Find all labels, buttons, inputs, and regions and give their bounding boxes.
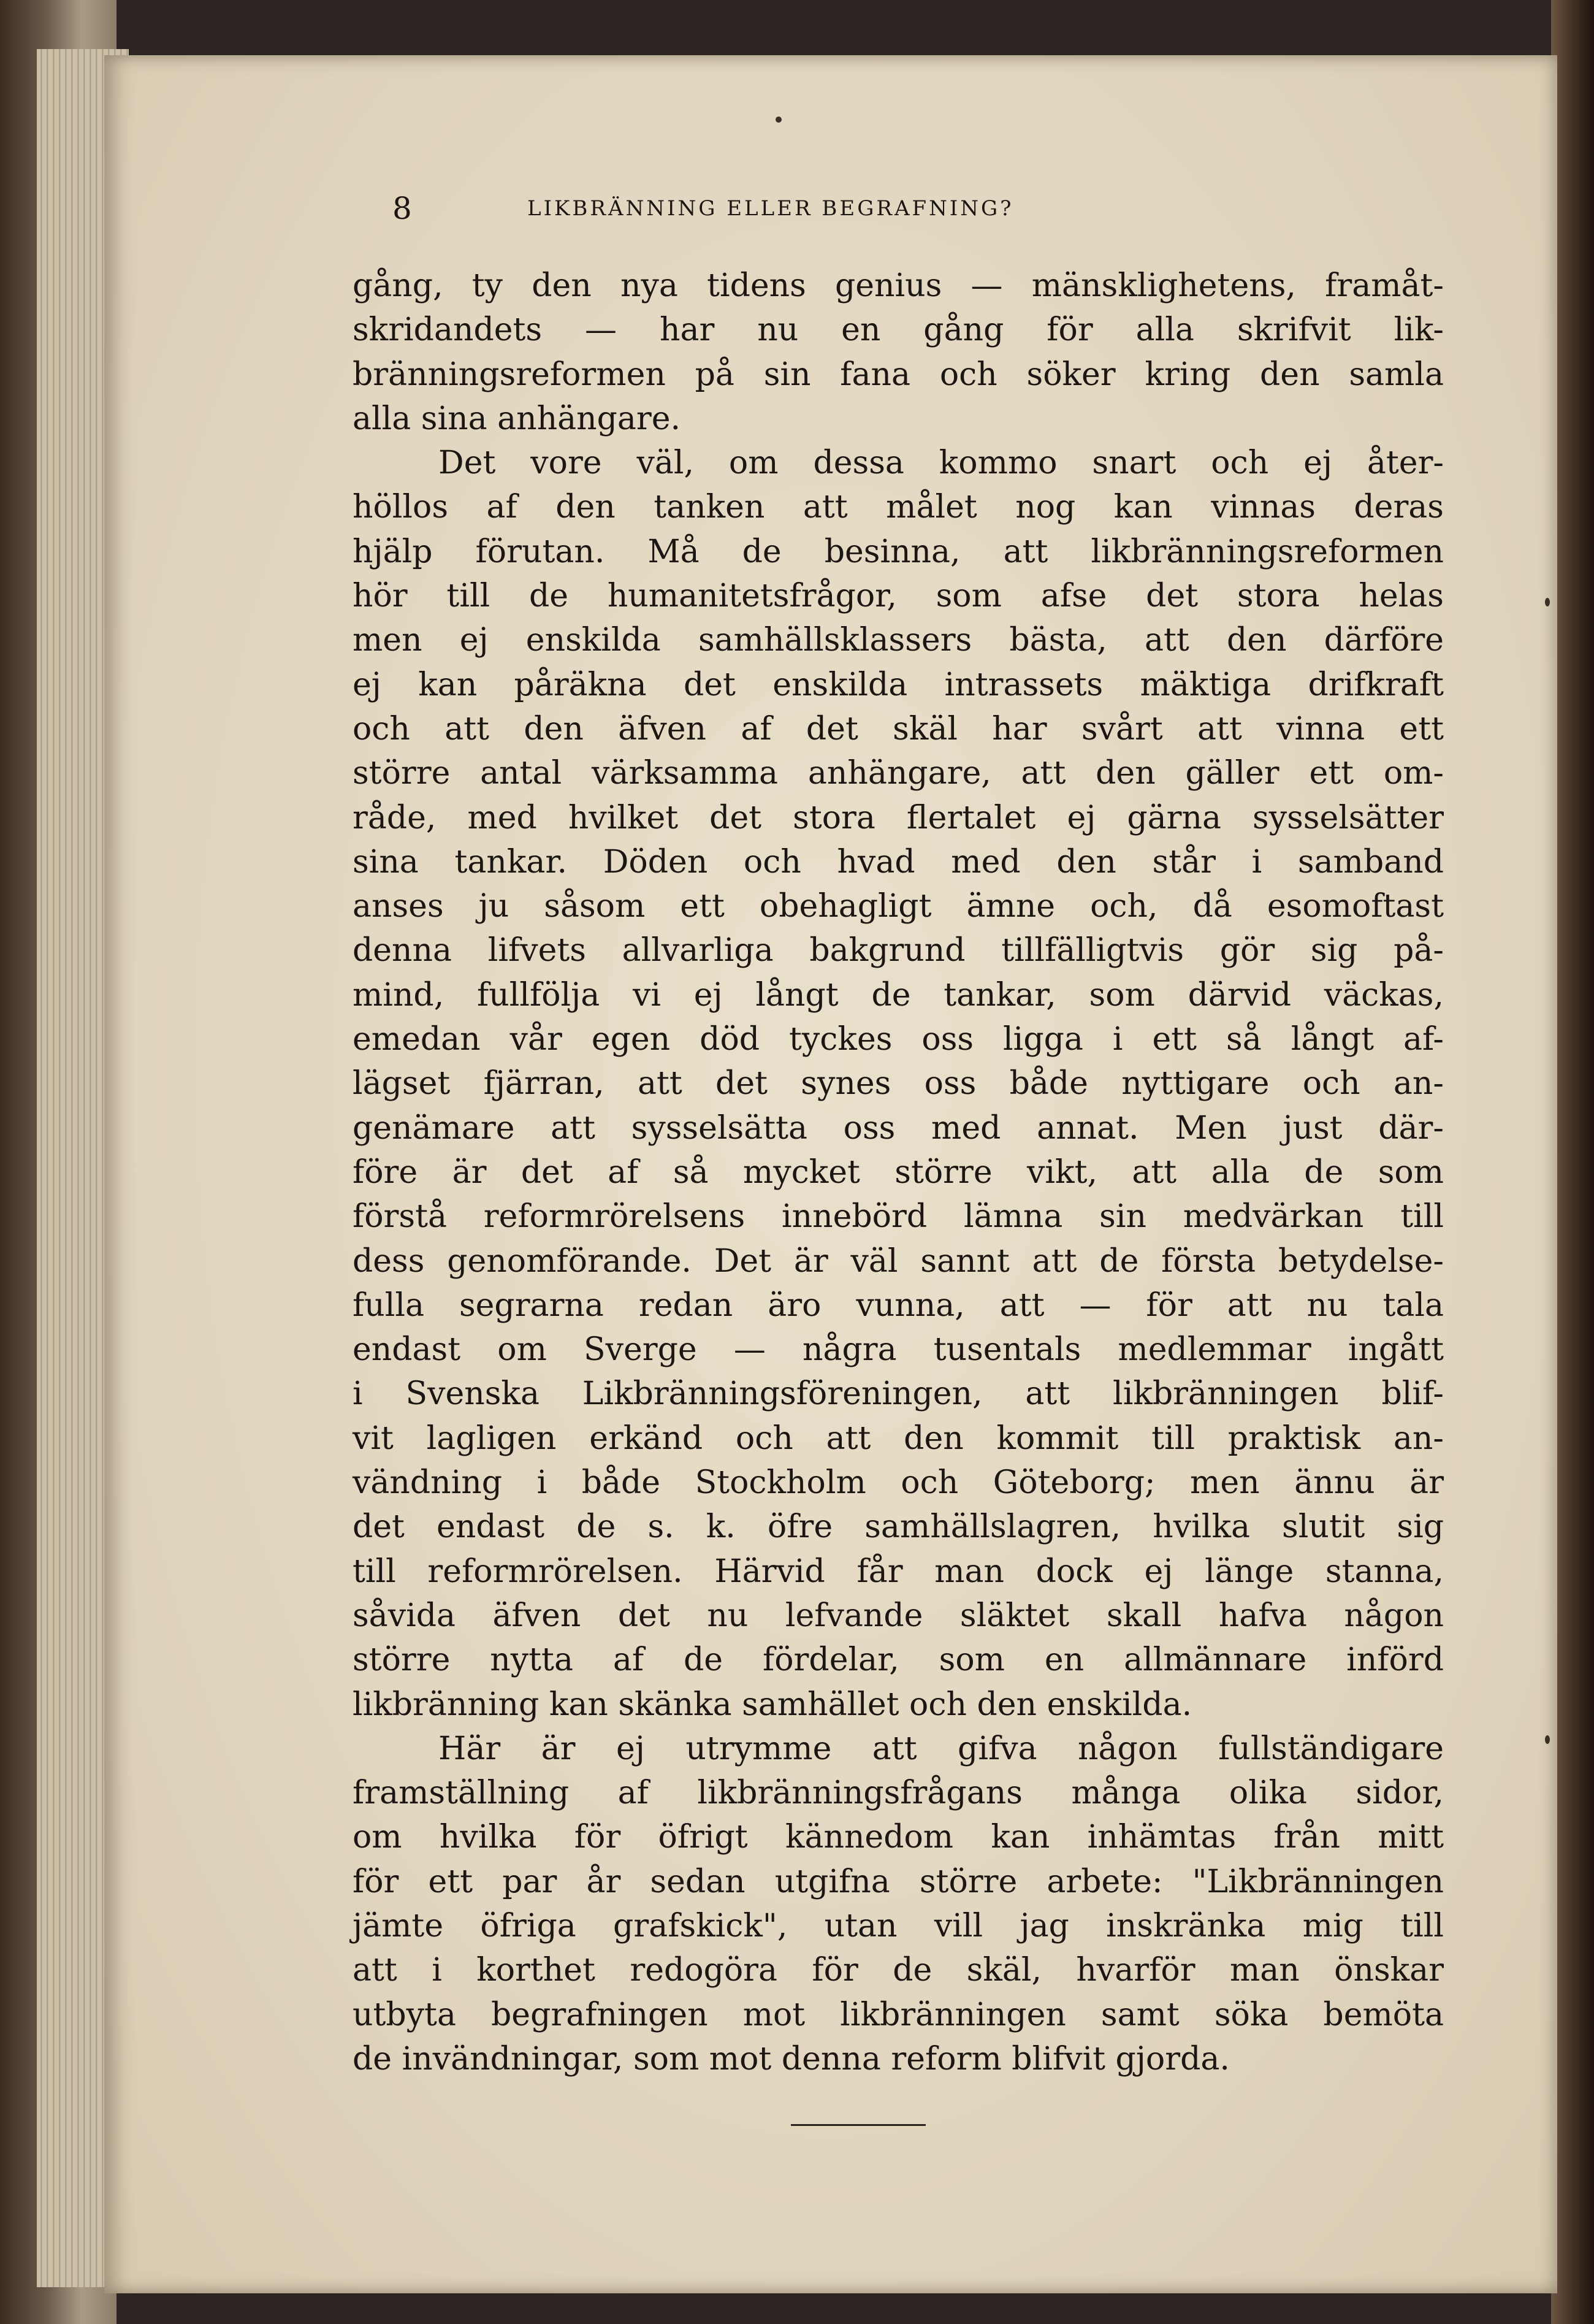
- text-line: om hvilka för öfrigt kännedom kan inhämtas från mitt: [353, 1819, 1444, 1856]
- text-line: dess genomförande. Det är väl sannt att de första betydelse-: [353, 1242, 1444, 1280]
- text-line: i Svenska Likbränningsföreningen, att likbränningen blif-: [353, 1375, 1444, 1413]
- text-line: det endast de s. k. öfre samhällslagren, hvilka slutit sig: [353, 1508, 1444, 1546]
- text-line: att i korthet redogöra för de skäl, hvarför man önskar: [353, 1952, 1444, 1989]
- text-line: Det vore väl, om dessa kommo snart och ej åter-: [438, 445, 1444, 482]
- text-line: råde, med hvilket det stora flertalet ej gärna sysselsätter: [353, 799, 1444, 836]
- text-line: jämte öfriga grafskick", utan vill jag inskränka mig till: [353, 1907, 1444, 1944]
- text-line: framställning af likbränningsfrågans många olika sidor,: [353, 1775, 1444, 1812]
- text-line: höllos af den tanken att målet nog kan vinnas deras: [353, 489, 1444, 526]
- text-line: Här är ej utrymme att gifva någon fullständigare: [438, 1730, 1444, 1767]
- text-line: men ej enskilda samhällsklassers bästa, att den därföre: [353, 622, 1444, 659]
- text-line: vit lagligen erkänd och att den kommit till praktisk an-: [353, 1420, 1444, 1457]
- text-line: större nytta af de fördelar, som en allmännare införd: [353, 1642, 1444, 1679]
- text-line: hjälp förutan. Må de besinna, att likbränningsreformen: [353, 533, 1444, 570]
- body-text: [353, 264, 1444, 2081]
- running-head: LIKBRÄNNING ELLER BEGRAFNING?: [527, 196, 1014, 221]
- text-line: utbyta begrafningen mot likbränningen samt söka bemöta: [353, 1996, 1444, 2033]
- text-line: före är det af så mycket större vikt, att alla de som: [353, 1153, 1444, 1191]
- text-line: skridandets — har nu en gång för alla skrifvit lik-: [353, 312, 1444, 349]
- scan-speck: [1545, 1735, 1550, 1744]
- text-line: endast om Sverge — några tusentals medlemmar ingått: [353, 1331, 1444, 1369]
- text-line: ej kan påräkna det enskilda intrassets mäktiga drifkraft: [353, 666, 1444, 703]
- text-line: genämare att sysselsätta oss med annat. Men just där-: [353, 1109, 1444, 1147]
- text-line: förstå reformrörelsens innebörd lämna sin medvärkan till: [353, 1198, 1444, 1236]
- text-line: mind, fullfölja vi ej långt de tankar, som därvid väckas,: [353, 976, 1444, 1014]
- text-line: fulla segrarna redan äro vunna, att — för att nu tala: [353, 1286, 1444, 1324]
- scan-speck: [776, 117, 782, 123]
- section-divider: [791, 2124, 926, 2126]
- text-line: och att den äfven af det skäl har svårt att vinna ett: [353, 710, 1444, 747]
- book-binding-right: [1551, 0, 1594, 2324]
- text-line: sina tankar. Döden och hvad med den står i samband: [353, 843, 1444, 881]
- text-line: denna lifvets allvarliga bakgrund tillfälligtvis gör sig på-: [353, 932, 1444, 969]
- text-line: gång, ty den nya tidens genius — mänsklighetens, framåt-: [353, 267, 1444, 304]
- text-line: hör till de humanitetsfrågor, som afse det stora helas: [353, 578, 1444, 615]
- text-line: vändning i både Stockholm och Göteborg; men ännu är: [353, 1464, 1444, 1502]
- text-line: de invändningar, som mot denna reform blifvit gjorda.: [353, 2040, 1230, 2077]
- text-line: bränningsreformen på sin fana och söker kring den samla: [353, 356, 1444, 393]
- text-line: alla sina anhängare.: [353, 400, 681, 437]
- text-line: för ett par år sedan utgifna större arbete: "Likbränningen: [353, 1863, 1444, 1900]
- text-line: likbränning kan skänka samhället och den enskilda.: [353, 1686, 1192, 1723]
- text-line: anses ju såsom ett obehagligt ämne och, då esomoftast: [353, 888, 1444, 925]
- text-line: större antal värksamma anhängare, att den gäller ett om-: [353, 755, 1444, 792]
- text-line: såvida äfven det nu lefvande släktet skall hafva någon: [353, 1597, 1444, 1634]
- text-line: till reformrörelsen. Härvid får man dock ej länge stanna,: [353, 1553, 1444, 1590]
- page-header: [392, 184, 1238, 233]
- text-line: emedan vår egen död tyckes oss ligga i ett så långt af-: [353, 1021, 1444, 1058]
- scan-speck: [1545, 598, 1550, 606]
- page-number: 8: [392, 191, 412, 226]
- text-line: lägset fjärran, att det synes oss både nyttigare och an-: [353, 1065, 1444, 1103]
